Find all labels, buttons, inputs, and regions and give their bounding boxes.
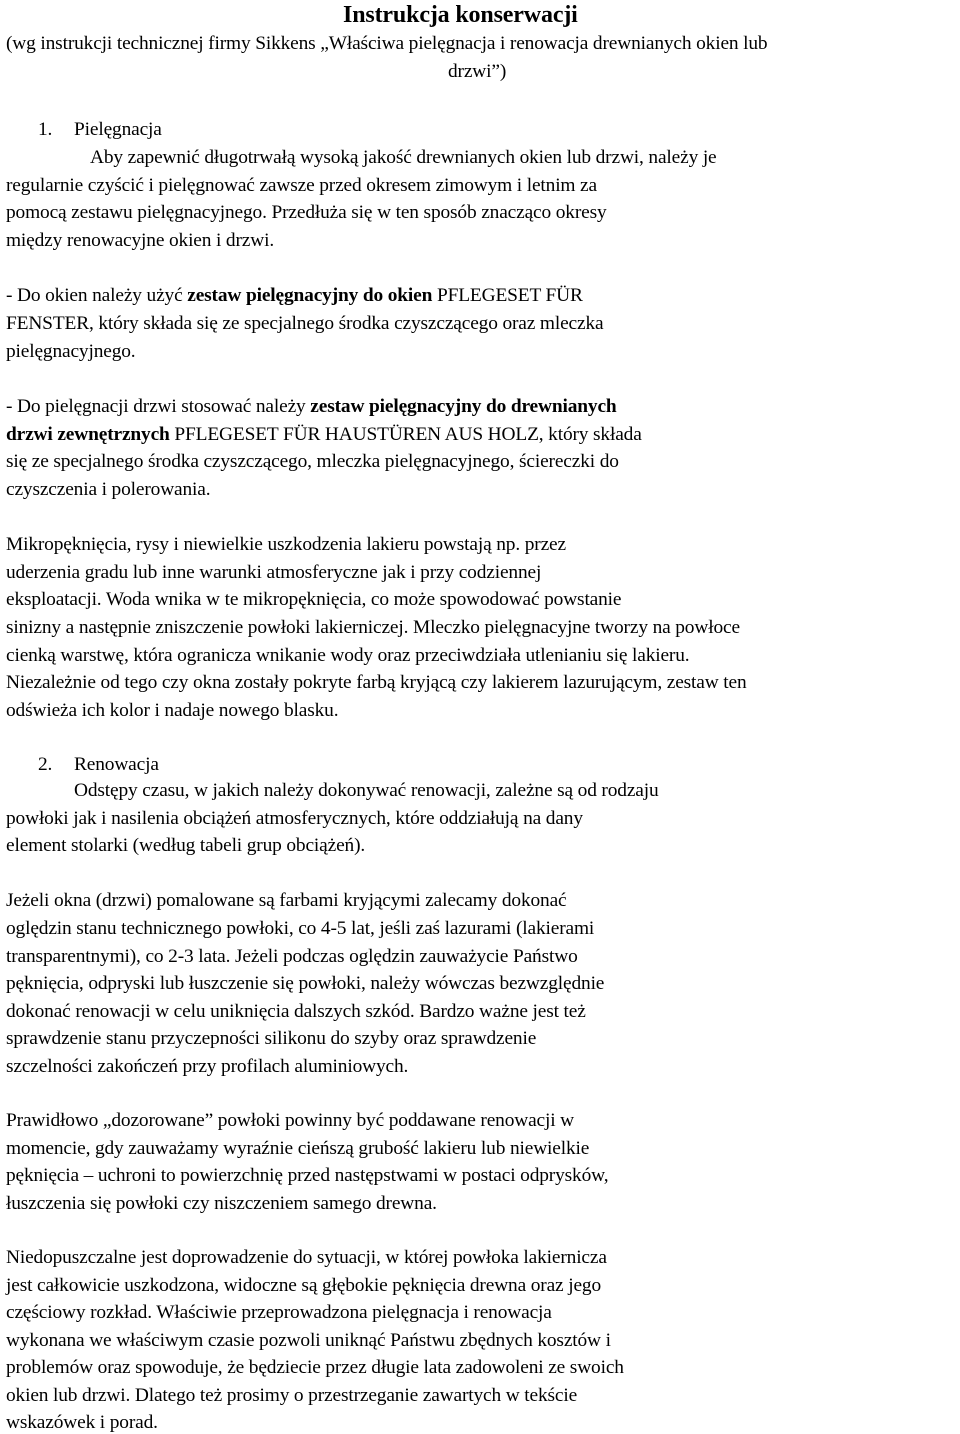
subtitle-line-2: drzwi”) [448,61,507,82]
s1-p2-line-1 [6,286,583,305]
s1-p2-text-end: PFLEGESET FÜR [432,285,583,306]
s2-p1-line-3: element stolarki (według tabeli grup obciążeń). [6,835,366,856]
s2-p2-line-3: transparentnymi), co 2-3 lata. Jeżeli podczas oględzin zauważycie Państwo [6,946,578,967]
s1-p4-line-6: Niezależnie od tego czy okna zostały pokryte farbą kryjącą czy lakierem lazurującym, zestaw ten [6,672,747,693]
s2-p4-line-3: częściowy rozkład. Właściwie przeprowadzona pielęgnacja i renowacja [6,1302,552,1323]
s2-p4-line-2: jest całkowicie uszkodzona, widoczne są głębokie pęknięcia drewna oraz jego [6,1275,601,1296]
s1-p3-bold: zestaw pielęgnacyjny do drewnianych [310,396,617,417]
s1-p4-line-3: eksploatacji. Woda wnika w te mikropęknięcia, co może spowodować powstanie [6,589,622,610]
s1-p4-line-7: odświeża ich kolor i nadaje nowego blasku. [6,700,339,721]
subtitle-line-1: (wg instrukcji technicznej firmy Sikkens „Właściwa pielęgnacja i renowacja drewnianych okien lub [6,33,768,54]
s1-p3-line-1 [6,397,617,416]
s2-p3-line-4: łuszczenia się powłoki czy niszczeniem samego drewna. [6,1193,437,1214]
s1-p2-line-2: FENSTER, który składa się ze specjalnego środka czyszczącego oraz mleczka [6,313,604,334]
s1-p3-text: - Do pielęgnacji drzwi stosować należy [6,396,311,417]
s2-p3-line-3: pęknięcia – uchroni to powierzchnię przed następstwami w postaci odprysków, [6,1165,609,1186]
document-title: Instrukcja konserwacji [343,2,578,28]
section-2-number: 2. [38,754,53,775]
s1-p1-line-4: między renowacyjne okien i drzwi. [6,230,275,251]
section-2-heading: Renowacja [74,754,159,775]
s1-p4-line-2: uderzenia gradu lub inne warunki atmosferyczne jak i przy codziennej [6,562,542,583]
section-1-number: 1. [38,119,53,140]
s2-p2-line-6: sprawdzenie stanu przyczepności silikonu do szyby oraz sprawdzenie [6,1028,537,1049]
s2-p4-line-7: wskazówek i porad. [6,1412,158,1433]
s1-p2-text: - Do okien należy użyć [6,285,188,306]
s2-p3-line-2: momencie, gdy zauważamy wyraźnie cieńszą grubość lakieru lub niewielkie [6,1138,590,1159]
s1-p4-line-5: cienką warstwę, która ogranicza wnikanie wody oraz przeciwdziała utlenianiu się lakieru. [6,645,690,666]
s1-p2-line-3: pielęgnacyjnego. [6,341,136,362]
s2-p3-line-1: Prawidłowo „dozorowane” powłoki powinny być poddawane renowacji w [6,1110,575,1131]
s2-p4-line-6: okien lub drzwi. Dlatego też prosimy o przestrzeganie zawartych w tekście [6,1385,578,1406]
s1-p3-line-4: czyszczenia i polerowania. [6,479,211,500]
s2-p4-line-1: Niedopuszczalne jest doprowadzenie do sytuacji, w której powłoka lakiernicza [6,1247,607,1268]
section-1-heading: Pielęgnacja [74,119,162,140]
s1-p3-text-2: PFLEGESET FÜR HAUSTÜREN AUS HOLZ, który składa [169,424,642,445]
s2-p2-line-7: szczelności zakończeń przy profilach aluminiowych. [6,1056,409,1077]
s1-p4-line-1: Mikropęknięcia, rysy i niewielkie uszkodzenia lakieru powstają np. przez [6,534,566,555]
s1-p3-line-3: się ze specjalnego środka czyszczącego, mleczka pielęgnacyjnego, ściereczki do [6,451,619,472]
s1-p3-bold-2: drzwi zewnętrznych [6,424,170,445]
s2-p2-line-5: dokonać renowacji w celu uniknięcia dalszych szkód. Bardzo ważne jest też [6,1001,586,1022]
s1-p1-line-1: Aby zapewnić długotrwałą wysoką jakość drewnianych okien lub drzwi, należy je [90,147,717,168]
s1-p4-line-4: sinizny a następnie zniszczenie powłoki lakierniczej. Mleczko pielęgnacyjne tworzy na powłoce [6,617,740,638]
s2-p2-line-4: pęknięcia, odpryski lub łuszczenie się powłoki, należy wówczas bezwzględnie [6,973,605,994]
s1-p3-line-2 [6,425,642,444]
s2-p2-line-2: oględzin stanu technicznego powłoki, co 4-5 lat, jeśli zaś lazurami (lakierami [6,918,595,939]
s1-p1-line-3: pomocą zestawu pielęgnacyjnego. Przedłuża się w ten sposób znacząco okresy [6,202,607,223]
s2-p2-line-1: Jeżeli okna (drzwi) pomalowane są farbami kryjącymi zalecamy dokonać [6,890,567,911]
s1-p2-bold: zestaw pielęgnacyjny do okien [187,285,433,306]
s1-p1-line-2: regularnie czyścić i pielęgnować zawsze przed okresem zimowym i letnim za [6,175,597,196]
s2-p1-line-2: powłoki jak i nasilenia obciążeń atmosferycznych, które oddziałują na dany [6,808,583,829]
s2-p4-line-4: wykonana we właściwym czasie pozwoli uniknąć Państwu zbędnych kosztów i [6,1330,611,1351]
s2-p4-line-5: problemów oraz spowoduje, że będziecie przez długie lata zadowoleni ze swoich [6,1357,624,1378]
s2-p1-line-1: Odstępy czasu, w jakich należy dokonywać renowacji, zależne są od rodzaju [74,780,659,801]
